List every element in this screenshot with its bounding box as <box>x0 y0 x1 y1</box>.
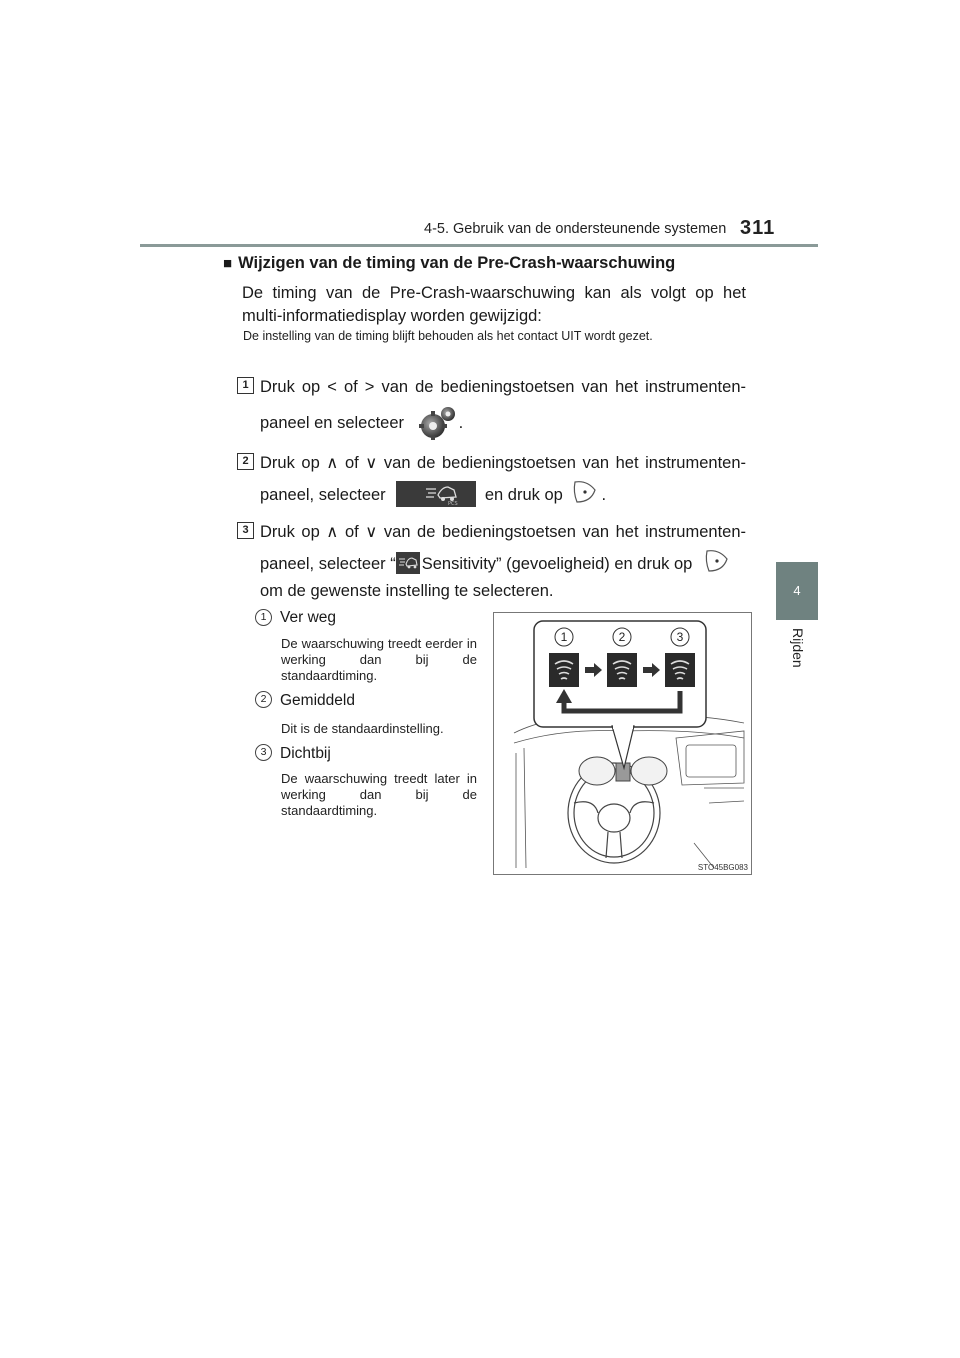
step-2-text-a: paneel, selecteer <box>260 486 386 504</box>
step-3-line-3: om de gewenste instelling te selecteren. <box>260 582 554 600</box>
step-2-line-2 <box>260 484 606 507</box>
step-3-text-b: Sensitivity” (gevoeligheid) en druk op <box>421 555 693 573</box>
option-2-desc: Dit is de standaardinstelling. <box>281 721 444 736</box>
chapter-tab: 4 <box>776 562 818 620</box>
step-number-2: 2 <box>237 453 254 470</box>
pre-crash-small-icon <box>396 552 420 574</box>
option-number-1: 1 <box>255 609 272 626</box>
page-number: 311 <box>740 217 776 239</box>
chapter-label: Rijden <box>790 628 806 668</box>
section-title-text: Wijzigen van de timing van de Pre-Crash-waarschuwing <box>238 254 676 272</box>
note-paragraph: De instelling van de timing blijft behouden als het contact UIT wordt gezet. <box>243 329 653 343</box>
intro-paragraph: De timing van de Pre-Crash-waarschuwing kan als volgt op het multi-informatiedisplay worden gewijzigd: <box>242 284 746 325</box>
step-3-text-a: paneel, selecteer “ <box>260 555 396 573</box>
svg-text:PCS: PCS <box>448 500 458 507</box>
step-2-text-c: . <box>601 486 607 504</box>
section-title <box>223 254 675 273</box>
step-3-line-1: Druk op ∧ of ∨ van de bedieningstoetsen van het instrumenten- <box>260 523 746 541</box>
option-1-label: Ver weg <box>280 609 337 626</box>
gear-settings-icon <box>415 404 459 440</box>
step-1-text-a: paneel en selecteer <box>260 414 405 432</box>
option-3-label: Dichtbij <box>280 745 331 762</box>
figure-callout-label-3: 3 <box>676 630 684 644</box>
option-2-label: Gemiddeld <box>280 692 355 709</box>
square-bullet-icon: ■ <box>223 255 233 272</box>
option-number-3: 3 <box>255 744 272 761</box>
step-number-1: 1 <box>237 377 254 394</box>
option-number-2: 2 <box>255 691 272 708</box>
option-1-desc: De waarschuwing treedt eerder in werking dan bij de standaardtiming. <box>281 636 477 683</box>
step-1-text-b: . <box>458 414 464 432</box>
dashboard-illustration <box>494 613 751 874</box>
figure-callout-label-1: 1 <box>560 630 568 644</box>
step-2-text-b: en druk op <box>484 486 563 504</box>
step-1-line-2 <box>260 412 463 434</box>
step-1-line-1: Druk op < of > van de bedieningstoetsen van het instrumenten- <box>260 378 746 396</box>
step-2-line-1: Druk op ∧ of ∨ van de bedieningstoetsen van het instrumenten- <box>260 454 746 472</box>
sensitivity-illustration <box>493 612 752 875</box>
step-3-line-2 <box>260 553 731 575</box>
header-section-title: 4-5. Gebruik van de ondersteunende systemen <box>424 221 727 237</box>
ok-button-icon-2 <box>703 547 731 575</box>
step-number-3: 3 <box>237 522 254 539</box>
figure-code: STO45BG083 <box>697 863 748 872</box>
ok-button-icon <box>571 478 599 506</box>
figure-callout-label-2: 2 <box>618 630 626 644</box>
pre-crash-icon <box>396 481 476 507</box>
option-3-desc: De waarschuwing treedt later in werking dan bij de standaardtiming. <box>281 771 477 818</box>
header-rule <box>140 244 818 247</box>
